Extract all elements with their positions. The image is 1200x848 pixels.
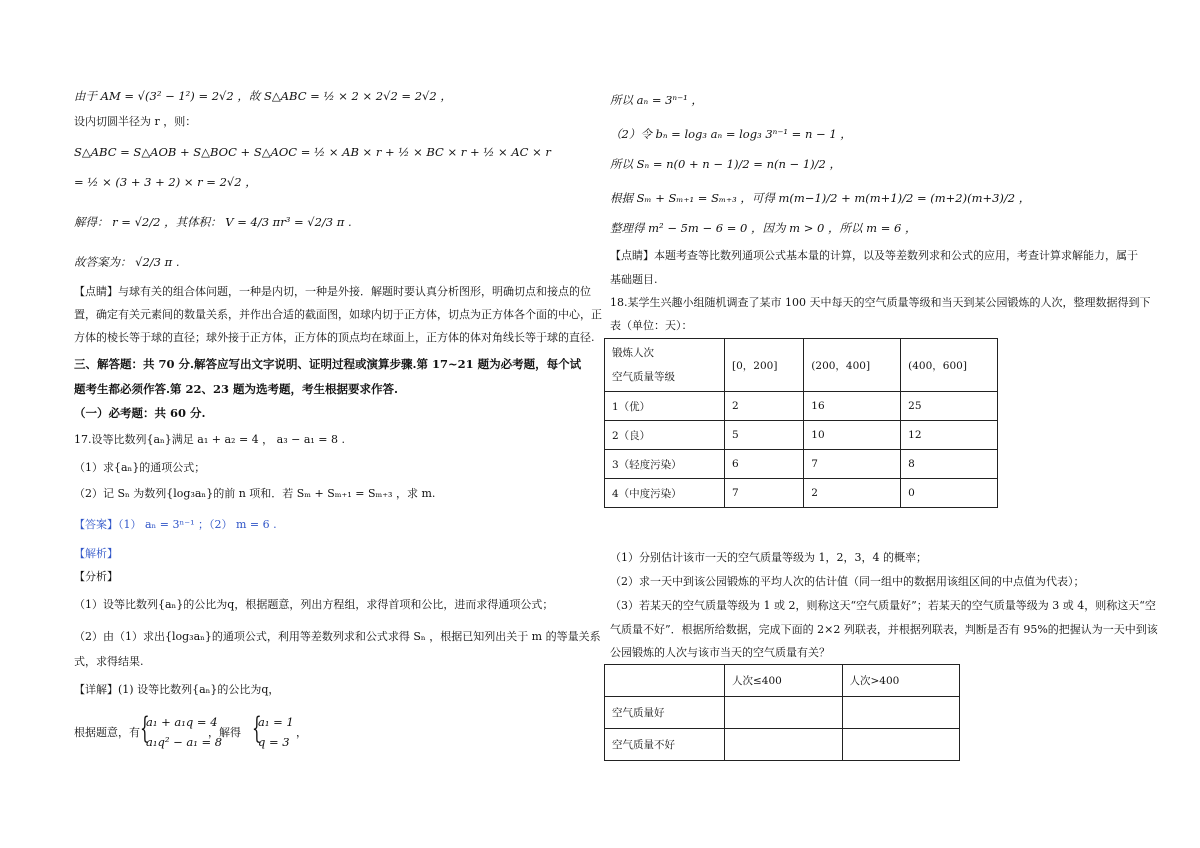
note-line-3: 方体的棱长等于球的直径；球外接于正方体，正方体的顶点均在球面上，正方体的体对角线长等于球的直径. xyxy=(74,331,595,344)
header-top-label: 锻炼人次 xyxy=(612,347,654,359)
problem-17: 17.设等比数列{aₙ}满足 a₁ + a₂ = 4 ， a₃ − a₁ = 8 . xyxy=(74,433,345,446)
table-cell xyxy=(842,729,960,761)
subsection-heading: （一）必考题：共 60 分. xyxy=(74,406,206,420)
contingency-table xyxy=(604,664,960,761)
line-area-sum: S△ABC = S△AOB + S△BOC + S△AOC = ½ × AB × r + ½ × BC × r + ½ × AC × r xyxy=(74,145,551,159)
problem-17-part1: （1）求{aₙ}的通项公式； xyxy=(74,461,206,474)
table-row xyxy=(605,450,998,479)
detail-system-mid: ，解得 xyxy=(208,726,241,739)
row-label: 空气质量好 xyxy=(605,697,725,729)
header-bottom-label: 空气质量等级 xyxy=(612,371,675,383)
problem-18: 18.某学生兴趣小组随机调查了某市 100 天中每天的空气质量等级和当天到某公园锻炼的人次，整理数据得到下 xyxy=(610,296,1151,309)
row-label: 2（良） xyxy=(605,421,725,450)
col-header: 人次≤400 xyxy=(725,665,843,697)
table-cell: 7 xyxy=(725,479,804,508)
table-row xyxy=(605,479,998,508)
question-18-2: （2）求一天中到该公园锻炼的平均人次的估计值（同一组中的数据用该组区间的中点值为代表）； xyxy=(610,575,1085,588)
table-cell: 0 xyxy=(901,479,998,508)
table-row xyxy=(605,729,960,761)
note-17-2: 基础题目. xyxy=(610,273,658,286)
table-cell: 7 xyxy=(804,450,901,479)
fenxi-2-cont: 式，求得结果. xyxy=(74,655,144,668)
table-cell: 2 xyxy=(804,479,901,508)
table-cell: 12 xyxy=(901,421,998,450)
brace-icon: { xyxy=(252,711,262,746)
fenxi-2: （2）由（1）求出{log₃aₙ}的通项公式，利用等差数列求和公式求得 Sₙ ，根据已知列出关于 m 的等量关系 xyxy=(74,630,601,643)
note-17-1: 【点睛】本题考查等比数列通项公式基本量的计算，以及等差数列求和公式的应用，考查计算求解能力，属于 xyxy=(610,249,1138,262)
line-am-area: 由于 AM = √(3² − 1²) = 2√2 ，故 S△ABC = ½ × 2 × 2√2 = 2√2 ， xyxy=(74,89,452,103)
answer-17: 【答案】（1） aₙ = 3ⁿ⁻¹ ；（2） m = 6 . xyxy=(74,518,277,531)
question-18-1: （1）分别估计该市一天的空气质量等级为 1，2，3，4 的概率； xyxy=(610,551,927,564)
section-heading-2: 题考生都必须作答.第 22、23 题为选考题，考生根据要求作答. xyxy=(74,382,399,396)
detail-1: 【详解】(1) 设等比数列{aₙ}的公比为q， xyxy=(74,683,280,696)
table-cell: 25 xyxy=(901,392,998,421)
question-18-3-cont: 气质量不好”．根据所给数据，完成下面的 2×2 列联表，并根据列联表，判断是否有 95%的把握认为一天中到该 xyxy=(610,623,1158,636)
table-cell: 5 xyxy=(725,421,804,450)
table-cell: 10 xyxy=(804,421,901,450)
table-row xyxy=(605,421,998,450)
table-corner-cell xyxy=(605,339,725,392)
col-header: (400，600] xyxy=(901,339,998,392)
table-cell: 2 xyxy=(725,392,804,421)
system-eq-1: a₁ + a₁q = 4 xyxy=(146,715,218,729)
line-area-result: = ½ × (3 + 3 + 2) × r = 2√2 ， xyxy=(74,175,257,189)
line-answer: 故答案为： √2/3 π . xyxy=(74,255,180,269)
section-heading-1: 三、解答题：共 70 分.解答应写出文字说明、证明过程或演算步骤.第 17~21 题为必考题，每个试 xyxy=(74,357,582,371)
col-header: [0，200] xyxy=(725,339,804,392)
table-header-row xyxy=(605,665,960,697)
row-label: 4（中度污染） xyxy=(605,479,725,508)
line-bn: （2）令 bₙ = log₃ aₙ = log₃ 3ⁿ⁻¹ = n − 1 ， xyxy=(610,127,852,141)
question-18-3-end: 公园锻炼的人次与该市当天的空气质量有关？ xyxy=(610,646,830,659)
fenxi-label: 【分析】 xyxy=(74,570,118,583)
question-18-3: （3）若某天的空气质量等级为 1 或 2，则称这天“空气质量好”；若某天的空气质量等级为 3 或 4，则称这天“空 xyxy=(610,599,1156,612)
table-cell xyxy=(842,697,960,729)
table-cell xyxy=(725,729,843,761)
table-cell: 6 xyxy=(725,450,804,479)
frequency-table xyxy=(604,338,998,508)
solution-q: q = 3 xyxy=(258,735,290,749)
detail-system-end: ， xyxy=(296,726,307,739)
col-header: 人次>400 xyxy=(842,665,960,697)
problem-18-cont: 表（单位：天）： xyxy=(610,319,693,332)
table-cell: 8 xyxy=(901,450,998,479)
line-quadratic: 整理得 m² − 5m − 6 = 0 ，因为 m > 0 ，所以 m = 6 ， xyxy=(610,221,917,235)
system-eq-2: a₁q² − a₁ = 8 xyxy=(146,735,223,749)
fenxi-1: （1）设等比数列{aₙ}的公比为q，根据题意，列出方程组，求得首项和公比，进而求得通项公式； xyxy=(74,598,554,611)
table-cell: 16 xyxy=(804,392,901,421)
detail-system-prefix: 根据题意，有 xyxy=(74,726,140,739)
line-an-formula: 所以 aₙ = 3ⁿ⁻¹ ， xyxy=(610,93,703,107)
analysis-label: 【解析】 xyxy=(74,547,118,560)
row-label: 空气质量不好 xyxy=(605,729,725,761)
solution-a1: a₁ = 1 xyxy=(258,715,294,729)
problem-17-part2: （2）记 Sₙ 为数列{log₃aₙ}的前 n 项和．若 Sₘ + Sₘ₊₁ = Sₘ₊₃ ，求 m. xyxy=(74,487,436,500)
table-cell xyxy=(725,697,843,729)
table-header-row xyxy=(605,339,998,392)
row-label: 1（优） xyxy=(605,392,725,421)
col-header: (200，400] xyxy=(804,339,901,392)
line-solve-r: 解得： r = √2/2 ，其体积： V = 4/3 πr³ = √2/3 π . xyxy=(74,215,352,229)
row-label: 3（轻度污染） xyxy=(605,450,725,479)
line-sn: 所以 Sₙ = n(0 + n − 1)/2 = n(n − 1)/2 ， xyxy=(610,157,841,171)
table-corner-cell xyxy=(605,665,725,697)
table-row xyxy=(605,392,998,421)
line-equation: 根据 Sₘ + Sₘ₊₁ = Sₘ₊₃ ，可得 m(m−1)/2 + m(m+1)/2 = (m+2)(m+3)/2 ， xyxy=(610,191,1031,205)
brace-icon: { xyxy=(140,711,150,746)
table-row xyxy=(605,697,960,729)
note-line-2: 置，确定有关元素间的数量关系，并作出合适的截面图，如球内切于正方体，切点为正方体各个面的中心，正 xyxy=(74,308,602,321)
line-inradius: 设内切圆半径为 r ，则： xyxy=(74,115,197,128)
note-line-1: 【点睛】与球有关的组合体问题，一种是内切，一种是外接．解题时要认真分析图形，明确切点和接点的位 xyxy=(74,285,591,298)
